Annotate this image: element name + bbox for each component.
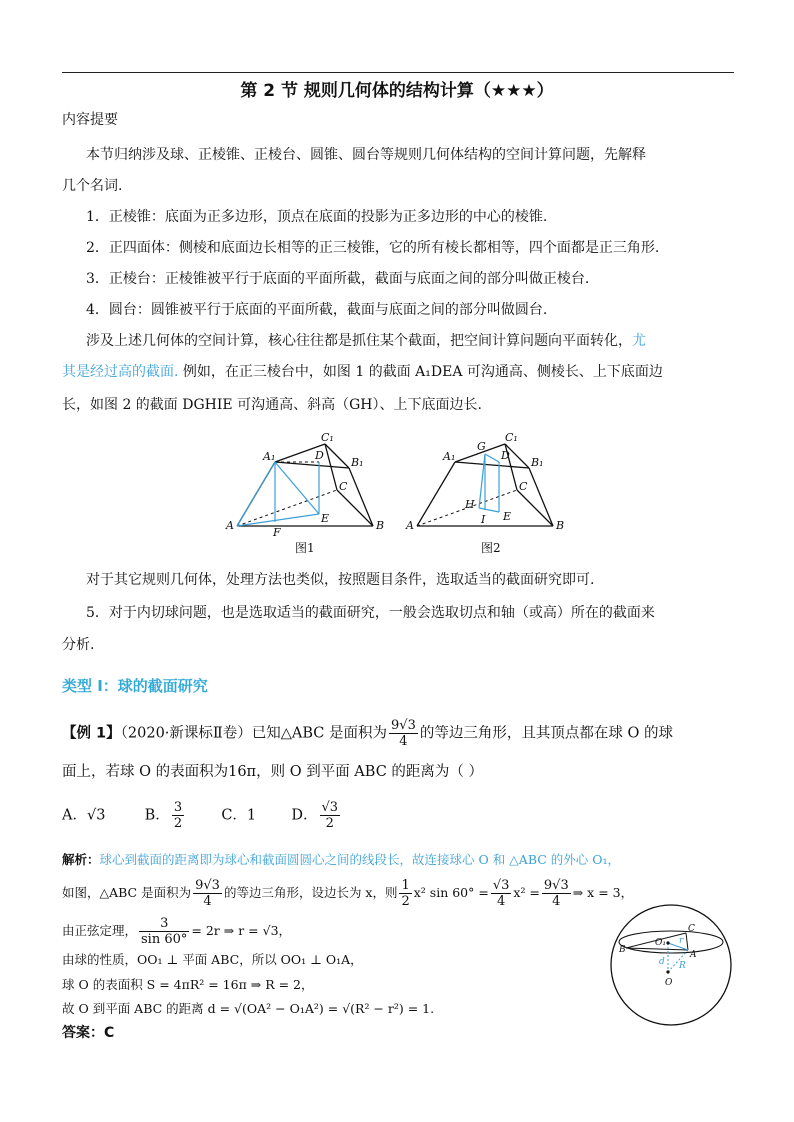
fig2-label-c: C: [519, 480, 528, 493]
fig1-edge-bb1: [349, 468, 373, 526]
fig1-section-ae: [237, 514, 319, 526]
answer-line: 答案：C: [62, 1025, 115, 1041]
type-1-heading: 类型 I：球的截面研究: [62, 677, 208, 695]
example-1-area-fraction: [389, 718, 418, 749]
fig2-section-gh: [479, 454, 485, 508]
solution-line-2-frac-1-den: 4: [203, 894, 212, 909]
fig2-label-h: H: [465, 498, 475, 511]
solution-line-3: [62, 914, 291, 948]
fig2-label-g: G: [477, 440, 486, 453]
intro-paragraph-1b: 几个名词.: [62, 178, 123, 194]
sphere-label-b: B: [619, 945, 626, 955]
fig2-label-b: B: [556, 519, 565, 532]
definition-item-2: 2．正四面体：侧棱和底面边长相等的正三棱锥，它的所有棱长都相等，四个面都是正三角形.: [86, 240, 660, 256]
option-d-numerator: √3: [321, 800, 339, 815]
figure-2-frustum: [405, 428, 575, 560]
after-figures-paragraph-4b: 分析.: [62, 637, 95, 653]
solution-line-2-frac-2: [491, 878, 512, 909]
option-d-fraction: [320, 800, 341, 831]
fig2-label-d: D: [501, 449, 510, 462]
option-a: A．√3: [62, 807, 106, 824]
solution-line-3-a: 由正弦定理，: [62, 923, 138, 938]
fig1-label-a: A: [226, 519, 234, 532]
example-1-line-1: [62, 718, 673, 749]
solution-line-2-a: 如图，△ABC 是面积为: [62, 885, 192, 900]
solution-line-6: 故 O 到平面 ABC 的距离 d = √(OA² − O₁A²) = √(R² − r²) = 1.: [62, 1001, 435, 1016]
fig2-label-c1: C₁: [505, 431, 518, 444]
fig1-label-b: B: [376, 519, 385, 532]
intro-paragraph-2a-highlight: 尤: [632, 333, 646, 349]
option-b-prefix: B．: [144, 807, 170, 824]
fig2-edge-aa1: [417, 462, 455, 526]
fig2-label-a: A: [406, 519, 414, 532]
solution-line-2-b: 的等边三角形，设边长为 x，则: [223, 885, 398, 900]
solution-line-1: [62, 850, 620, 870]
solution-line-5: 球 O 的表面积 S = 4πR² = 16π ⇒ R = 2，: [62, 977, 314, 992]
fig1-label-c1: C₁: [321, 431, 334, 444]
sphere-label-d: d: [659, 957, 665, 967]
solution-line-2-frac-1: [193, 878, 222, 909]
fig2-edge-a1b1: [455, 462, 529, 468]
header-rule: [62, 72, 734, 73]
sphere-label-c: C: [688, 924, 695, 934]
example-1-area-denominator: 4: [399, 734, 408, 749]
option-d-prefix: D．: [291, 807, 318, 824]
fig1-section-a1a: [237, 462, 275, 526]
solution-line-4: 由球的性质，OO₁ ⊥ 平面 ABC，所以 OO₁ ⊥ O₁A，: [62, 952, 363, 967]
after-figures-paragraph-4a: 5．对于内切球问题，也是选取适当的截面研究，一般会选取切点和轴（或高）所在的截面来: [86, 605, 655, 621]
intro-paragraph-2b-highlight: 其是经过高的截面.: [62, 364, 179, 380]
intro-paragraph-2b: [62, 362, 663, 382]
fig1-caption: 图1: [295, 541, 315, 555]
intro-heading: 内容提要: [62, 112, 118, 128]
solution-line-2-half-den: 2: [401, 894, 410, 909]
definition-item-3: 3．正棱台：正棱锥被平行于底面的平面所截，截面与底面之间的部分叫做正棱台.: [86, 271, 590, 287]
solution-line-2-frac-2-num: √3: [492, 878, 510, 893]
solution-line-2-frac-3: [542, 878, 571, 909]
fig1-label-d: D: [315, 449, 324, 462]
intro-paragraph-2b-text: 例如，在正三棱台中，如图 1 的截面 A₁DEA 可沟通高、侧棱长、上下底面边: [178, 364, 663, 380]
fig1-label-e: E: [321, 512, 330, 525]
sphere-label-o1: O₁: [655, 938, 666, 948]
sphere-label-a: A: [690, 950, 697, 960]
definition-item-1: 1．正棱锥：底面为正多边形，顶点在底面的投影为正多边形的中心的棱锥.: [86, 209, 548, 225]
fig1-section-diag: [275, 462, 319, 514]
intro-paragraph-2a-text: 涉及上述几何体的空间计算，核心往往都是抓住某个截面，把空间计算问题向平面转化，: [86, 333, 632, 349]
after-figures-paragraph-3: 对于其它规则几何体，处理方法也类似，按照题目条件，选取适当的截面研究即可.: [86, 572, 595, 588]
example-1-source: （2020·新课标Ⅱ卷）已知△ABC 是面积为: [120, 725, 388, 742]
solution-line-2-half-num: 1: [401, 878, 410, 893]
sphere-segment-r-small: [668, 943, 688, 950]
solution-line-1-text: 球心到截面的距离即为球心和截面圆圆心之间的线段长，故连接球心 O 和 △ABC 的外心 O₁，: [99, 852, 621, 867]
example-1-label: 【例 1】: [62, 725, 121, 742]
solution-line-3-frac: [139, 916, 189, 947]
solution-line-2-frac-half: [399, 878, 411, 909]
fig2-label-a1: A₁: [443, 450, 456, 463]
sphere-figure: [606, 898, 736, 1030]
solution-label: 解析：: [62, 852, 100, 867]
solution-line-3-b: = 2r ⇒ r = √3，: [191, 923, 292, 938]
fig1-edge-cb: [337, 490, 373, 526]
fig2-section-gd: [485, 454, 499, 462]
intro-paragraph-2a: [86, 331, 646, 351]
solution-line-3-frac-den: sin 60°: [141, 932, 188, 947]
figure-1-frustum: [225, 428, 395, 560]
option-d-denominator: 2: [325, 816, 334, 831]
solution-line-2-d: x² =: [513, 885, 540, 900]
fig2-edge-cb: [517, 490, 553, 526]
fig1-label-c: C: [339, 480, 348, 493]
solution-line-2-frac-3-den: 4: [552, 894, 561, 909]
fig2-label-e: E: [503, 510, 512, 523]
option-c: C．1: [221, 807, 257, 824]
fig2-section-he: [479, 508, 499, 512]
solution-line-3-frac-num: 3: [139, 916, 189, 932]
solution-line-2: [62, 876, 633, 910]
solution-line-2-e: ⇒ x = 3，: [572, 885, 634, 900]
fig1-edge-a1b1: [275, 462, 349, 468]
center-o-dot: [666, 970, 669, 973]
sphere-label-big-r: R: [679, 961, 686, 971]
fig2-caption: 图2: [481, 541, 501, 555]
solution-line-2-c: x² sin 60° =: [413, 885, 489, 900]
sphere-label-o: O: [665, 978, 673, 988]
fig2-label-b1: B₁: [531, 456, 544, 469]
example-1-area-numerator: 9√3: [391, 718, 416, 733]
example-1-line-2: 面上，若球 O 的表面积为16π，则 O 到平面 ABC 的距离为（ ）: [62, 764, 484, 780]
fig2-edge-bb1: [529, 468, 553, 526]
example-1-options: [62, 800, 342, 831]
fig1-label-f: F: [273, 526, 281, 539]
sphere-outline: [611, 905, 731, 1025]
page-title: 第 2 节 规则几何体的结构计算（★★★）: [240, 81, 554, 101]
intro-paragraph-1a: 本节归纳涉及球、正棱锥、正棱台、圆锥、圆台等规则几何体结构的空间计算问题，先解释: [86, 147, 646, 163]
option-b-numerator: 3: [173, 800, 183, 815]
fig2-label-i: I: [481, 513, 486, 526]
intro-paragraph-2c: 长，如图 2 的截面 DGHIE 可沟通高、斜高（GH）、上下底面边长.: [62, 397, 482, 413]
option-b-fraction: [172, 800, 184, 831]
center-o1-dot: [666, 941, 669, 944]
solution-line-2-frac-1-num: 9√3: [195, 878, 220, 893]
fig1-label-a1: A₁: [263, 450, 276, 463]
example-1-text-after: 的等边三角形，且其顶点都在球 O 的球: [419, 725, 673, 742]
sphere-label-small-r: r: [679, 936, 684, 946]
sphere-edge-ca: [686, 933, 688, 950]
solution-line-2-frac-3-num: 9√3: [543, 878, 569, 893]
definition-item-4: 4．圆台：圆锥被平行于底面的平面所截，截面与底面之间的部分叫做圆台.: [86, 302, 548, 318]
option-b-denominator: 2: [173, 816, 183, 831]
fig1-label-b1: B₁: [351, 456, 364, 469]
solution-line-2-frac-2-den: 4: [496, 894, 506, 909]
